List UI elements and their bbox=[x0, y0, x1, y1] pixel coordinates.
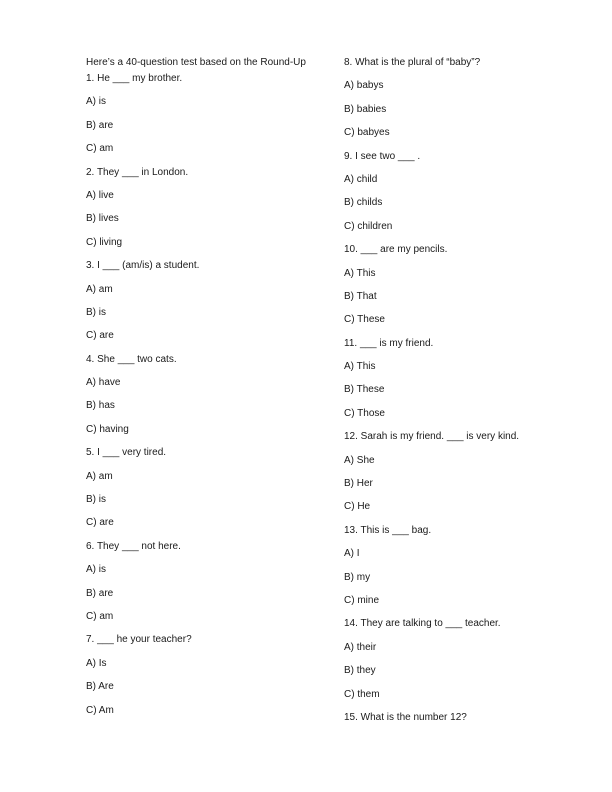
question-block bbox=[344, 149, 584, 235]
question-text: 3. I ___ (am/is) a student. bbox=[86, 260, 200, 272]
question-block bbox=[344, 242, 584, 328]
question-text: 13. This is ___ bag. bbox=[344, 524, 432, 536]
answer-option: A) have bbox=[86, 377, 121, 389]
answer-option: A) am bbox=[86, 470, 113, 482]
answer-option: A) Is bbox=[86, 657, 107, 669]
answer-option: A) babys bbox=[344, 80, 384, 92]
intro-text: Here’s a 40-question test based on the Round-Up bbox=[86, 57, 306, 68]
answer-option: C) am bbox=[86, 143, 114, 155]
answer-option: A) She bbox=[344, 454, 375, 466]
question-text: 12. Sarah is my friend. ___ is very kind. bbox=[344, 431, 520, 443]
answer-option: C) having bbox=[86, 423, 129, 435]
question-text: 11. ___ is my friend. bbox=[344, 337, 434, 349]
question-block bbox=[86, 352, 326, 438]
question-block bbox=[344, 55, 584, 141]
answer-option: C) mine bbox=[344, 594, 380, 606]
question-block bbox=[344, 710, 584, 726]
left-question-list bbox=[86, 71, 326, 719]
answer-option: A) live bbox=[86, 189, 114, 201]
answer-option: A) child bbox=[344, 173, 378, 185]
question-block bbox=[86, 258, 326, 344]
answer-option: B) childs bbox=[344, 197, 383, 209]
question-block bbox=[344, 616, 584, 702]
question-text: 10. ___ are my pencils. bbox=[344, 244, 448, 256]
left-column bbox=[86, 55, 326, 726]
answer-option: C) He bbox=[344, 501, 371, 513]
answer-option: A) This bbox=[344, 361, 376, 373]
answer-option: A) I bbox=[344, 548, 360, 560]
answer-option: C) children bbox=[344, 220, 393, 232]
question-text: 6. They ___ not here. bbox=[86, 540, 181, 552]
question-text: 1. He ___ my brother. bbox=[86, 73, 183, 84]
question-block bbox=[344, 336, 584, 422]
answer-option: A) their bbox=[344, 641, 377, 653]
answer-option: B) my bbox=[344, 571, 371, 583]
question-block bbox=[86, 165, 326, 251]
answer-option: A) is bbox=[86, 96, 106, 108]
question-block bbox=[86, 71, 326, 157]
answer-option: B) is bbox=[86, 494, 106, 506]
question-block bbox=[86, 632, 326, 718]
answer-option: B) babies bbox=[344, 103, 387, 115]
answer-option: B) are bbox=[86, 119, 114, 131]
answer-option: B) These bbox=[344, 384, 385, 396]
question-text: 5. I ___ very tired. bbox=[86, 447, 167, 459]
question-text: 9. I see two ___ . bbox=[344, 150, 421, 162]
answer-option: C) Am bbox=[86, 704, 114, 716]
question-text: 14. They are talking to ___ teacher. bbox=[344, 618, 501, 630]
answer-option: A) is bbox=[86, 564, 106, 576]
answer-option: C) am bbox=[86, 610, 114, 622]
question-text: 4. She ___ two cats. bbox=[86, 353, 177, 365]
answer-option: C) These bbox=[344, 314, 385, 326]
answer-option: C) babyes bbox=[344, 127, 390, 139]
answer-option: A) am bbox=[86, 283, 113, 295]
question-text: 8. What is the plural of “baby”? bbox=[344, 57, 481, 68]
question-text: 7. ___ he your teacher? bbox=[86, 634, 192, 646]
right-column bbox=[344, 55, 584, 733]
answer-option: B) has bbox=[86, 400, 115, 412]
question-block bbox=[86, 539, 326, 625]
question-block bbox=[344, 429, 584, 515]
answer-option: B) lives bbox=[86, 213, 119, 225]
answer-option: B) they bbox=[344, 665, 376, 677]
question-block bbox=[344, 523, 584, 609]
question-text: 2. They ___ in London. bbox=[86, 166, 189, 178]
question-block bbox=[86, 445, 326, 531]
answer-option: B) is bbox=[86, 306, 106, 318]
answer-option: B) Her bbox=[344, 478, 373, 490]
answer-option: B) are bbox=[86, 587, 114, 599]
answer-option: C) Those bbox=[344, 407, 385, 419]
answer-option: A) This bbox=[344, 267, 376, 279]
answer-option: C) are bbox=[86, 330, 114, 342]
question-text: 15. What is the number 12? bbox=[344, 711, 467, 723]
answer-option: C) them bbox=[344, 688, 380, 700]
answer-option: B) Are bbox=[86, 681, 114, 693]
answer-option: B) That bbox=[344, 290, 377, 302]
right-question-list bbox=[344, 55, 584, 726]
answer-option: C) living bbox=[86, 236, 123, 248]
answer-option: C) are bbox=[86, 517, 114, 529]
